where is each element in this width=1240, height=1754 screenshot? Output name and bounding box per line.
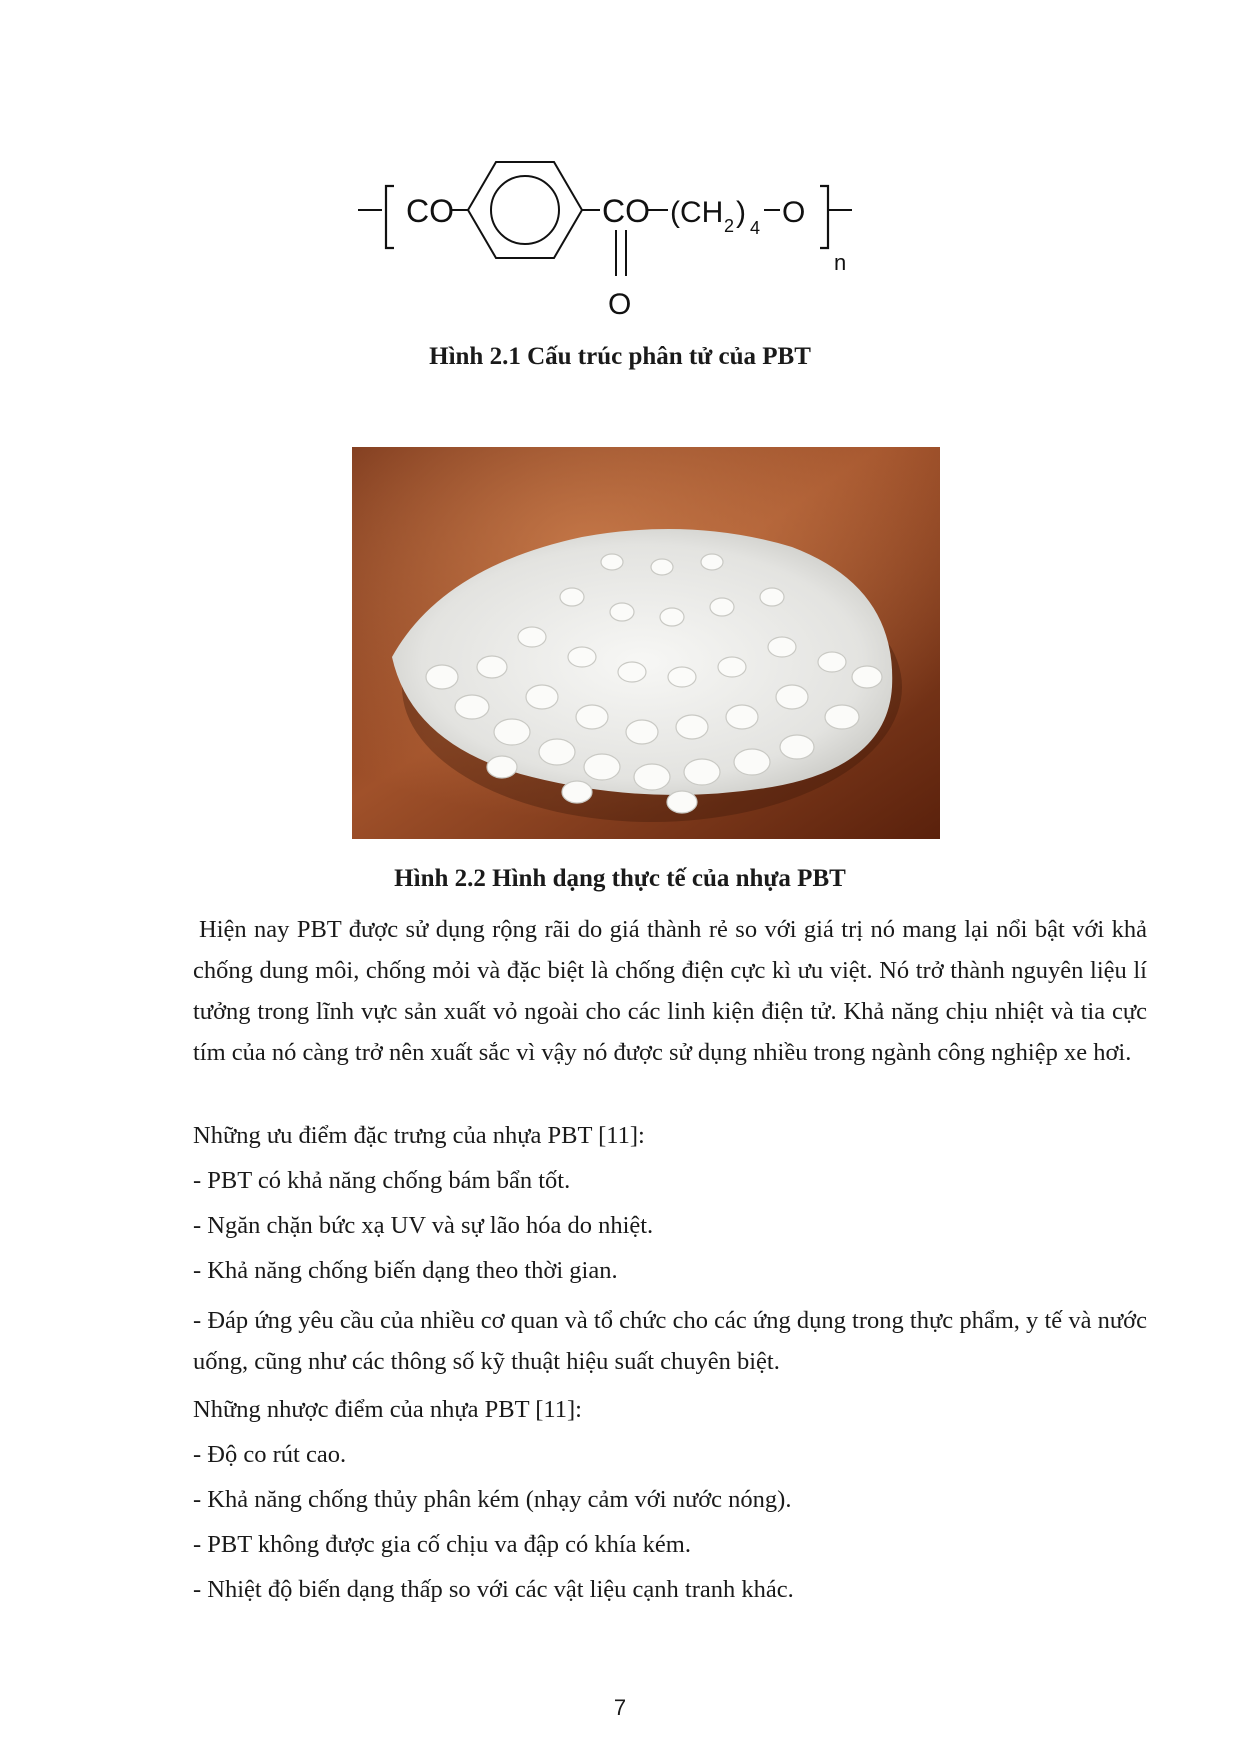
formula-oxygen: O [782,196,806,229]
advantage-item: - PBT có khả năng chống bám bẩn tốt. [193,1167,571,1194]
formula-repeat-n: n [834,250,847,275]
formula-close-paren: ) [736,196,746,229]
formula-carbonyl-oxygen: O [608,288,632,321]
disadvantages-heading: Những nhược điểm của nhựa PBT [11]: [193,1396,582,1423]
formula-subscript-4: 4 [750,218,761,238]
formula-diagram [350,150,910,330]
figure-caption-2-2: Hình 2.2 Hình dạng thực tế của nhựa PBT [394,865,846,892]
formula-left-co: CO [406,193,454,229]
formula-ch-chain: (CH [670,196,724,229]
pellets-image [352,447,940,839]
advantage-item: - Khả năng chống biến dạng theo thời gian. [193,1257,618,1284]
advantage-item: - Ngăn chặn bức xạ UV và sự lão hóa do nhiệt. [193,1212,654,1239]
pbt-structural-formula [350,150,910,330]
formula-right-co: CO [602,193,650,229]
page-number: 7 [613,1695,627,1720]
disadvantage-item: - Nhiệt độ biến dạng thấp so với các vật liệu cạnh tranh khác. [193,1576,794,1603]
disadvantage-item: - Độ co rút cao. [193,1441,347,1468]
formula-subscript-2: 2 [724,216,735,236]
intro-paragraph: Hiện nay PBT được sử dụng rộng rãi do giá thành rẻ so với giá trị nó mang lại nổi bật với khả chống dung môi, chống mỏi và đặc biệt là chống điện cực kì ưu việt. Nó trở thành nguyên liệu lí tưởng trong lĩnh vực sản xuất vỏ ngoài cho các linh kiện điện tử. Khả năng chịu nhiệt và tia cực tím của nó càng trở nên xuất sắc vì vậy nó được sử dụng nhiều trong ngành công nghiệp xe hơi. [193,916,1147,1066]
advantage-item: - Đáp ứng yêu cầu của nhiều cơ quan và tổ chức cho các ứng dụng trong thực phẩm, y tế và nước uống, cũng như các thông số kỹ thuật hiệu suất chuyên biệt. [193,1307,1147,1375]
disadvantage-item: - PBT không được gia cố chịu va đập có khía kém. [193,1531,691,1558]
pbt-pellets-photo [352,447,940,839]
figure-caption-2-1: Hình 2.1 Cấu trúc phân tử của PBT [429,343,811,370]
advantages-heading: Những ưu điểm đặc trưng của nhựa PBT [11]: [193,1122,645,1149]
disadvantage-item: - Khả năng chống thủy phân kém (nhạy cảm với nước nóng). [193,1486,792,1513]
